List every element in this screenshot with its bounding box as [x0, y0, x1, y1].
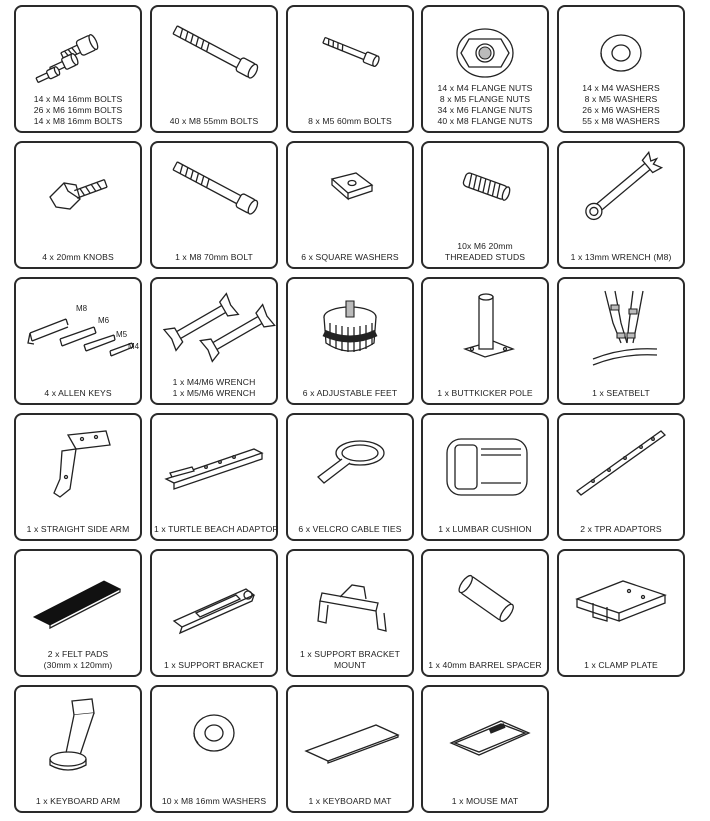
part-caption — [561, 524, 681, 535]
allen-key-size-label: M6 — [98, 316, 110, 325]
mouse-mat-icon — [427, 691, 543, 773]
adaptor-plate-icon — [156, 419, 272, 501]
caption-line: 40 x M8 FLANGE NUTS — [437, 116, 533, 126]
caption-line: 2 x TPR ADAPTORS — [580, 524, 662, 534]
barrel-spacer-icon — [427, 555, 543, 637]
part-card — [150, 685, 278, 813]
caption-line: 26 x M6 16mm BOLTS — [33, 105, 123, 115]
caption-line: 40 x M8 55mm BOLTS — [169, 116, 259, 126]
part-caption — [154, 524, 279, 535]
caption-line: 1 x SUPPORT BRACKET — [300, 649, 400, 659]
caption-line: 1 x BUTTKICKER POLE — [437, 388, 533, 398]
caption-line: 8 x M5 WASHERS — [584, 94, 658, 104]
tpr-adaptor-icon — [563, 419, 679, 501]
part-card — [14, 5, 142, 133]
part-caption — [18, 524, 138, 535]
caption-line: 1 x LUMBAR CUSHION — [438, 524, 532, 534]
caption-line: 14 x M8 16mm BOLTS — [33, 116, 123, 126]
part-card — [557, 413, 685, 541]
part-caption — [425, 660, 545, 671]
part-card — [286, 685, 414, 813]
long-bolt-icon — [156, 11, 272, 93]
caption-line: 55 x M8 WASHERS — [582, 116, 660, 126]
caption-line: 1 x SUPPORT BRACKET — [164, 660, 264, 670]
part-caption — [18, 796, 138, 807]
part-caption — [18, 252, 138, 263]
caption-line: 1 x M4/M6 WRENCH — [172, 377, 256, 387]
part-caption — [18, 388, 138, 399]
part-caption — [425, 524, 545, 535]
part-caption — [154, 116, 274, 127]
part-caption — [561, 388, 681, 399]
caption-line: 4 x 20mm KNOBS — [42, 252, 114, 262]
part-card — [14, 413, 142, 541]
keyboard-mat-icon — [292, 691, 408, 773]
caption-line: 10x M6 20mm — [457, 241, 513, 251]
velcro-tie-icon — [292, 419, 408, 501]
cushion-icon — [427, 419, 543, 501]
part-card — [150, 5, 278, 133]
allen-keys-icon — [20, 283, 140, 365]
support-bracket-icon — [156, 555, 272, 637]
double-wrench-icon — [156, 283, 272, 365]
caption-line: 1 x 40mm BARREL SPACER — [428, 660, 542, 670]
bracket-mount-icon — [292, 555, 408, 637]
part-card — [150, 141, 278, 269]
caption-line: 14 x M4 WASHERS — [582, 83, 660, 93]
part-card — [421, 549, 549, 677]
seatbelt-icon — [563, 283, 679, 365]
part-caption — [290, 116, 410, 127]
caption-line: MOUNT — [333, 660, 366, 670]
pole-icon — [427, 283, 543, 365]
clamp-plate-icon — [563, 555, 679, 637]
caption-line: 8 x M5 60mm BOLTS — [308, 116, 392, 126]
part-caption — [561, 252, 681, 263]
caption-line: 6 x VELCRO CABLE TIES — [298, 524, 402, 534]
caption-line: 1 x KEYBOARD ARM — [35, 796, 121, 806]
part-card — [286, 413, 414, 541]
part-caption — [154, 796, 274, 807]
part-card — [150, 277, 278, 405]
part-card — [421, 277, 549, 405]
allen-key-size-label: M8 — [76, 304, 88, 313]
part-caption — [154, 252, 274, 263]
caption-line: 1 x STRAIGHT SIDE ARM — [26, 524, 130, 534]
caption-line: 2 x FELT PADS — [47, 649, 109, 659]
part-card — [421, 685, 549, 813]
caption-line: 14 x M4 FLANGE NUTS — [437, 83, 533, 93]
square-washer-icon — [292, 147, 408, 229]
caption-line: 1 x MOUSE MAT — [451, 796, 519, 806]
part-caption — [290, 524, 410, 535]
part-card — [557, 277, 685, 405]
part-caption — [290, 649, 410, 671]
part-caption — [425, 796, 545, 807]
caption-line: 4 x ALLEN KEYS — [44, 388, 112, 398]
wrench-icon — [563, 147, 679, 229]
part-card — [14, 141, 142, 269]
part-caption — [425, 241, 545, 263]
part-card — [286, 277, 414, 405]
side-arm-icon — [20, 419, 136, 501]
part-caption — [561, 660, 681, 671]
caption-line: 1 x CLAMP PLATE — [584, 660, 658, 670]
caption-line: 1 x M5/M6 WRENCH — [172, 388, 256, 398]
bolt-icon — [292, 11, 408, 93]
part-card — [557, 141, 685, 269]
bolts-icon — [20, 11, 136, 93]
adjustable-foot-icon — [292, 283, 408, 365]
caption-line: (30mm x 120mm) — [43, 660, 113, 670]
part-card — [557, 549, 685, 677]
caption-line: 1 x M8 70mm BOLT — [175, 252, 253, 262]
part-caption — [154, 377, 274, 399]
part-caption — [290, 796, 410, 807]
caption-line: 1 x 13mm WRENCH (M8) — [570, 252, 672, 262]
flange-nut-icon — [427, 11, 543, 93]
caption-line: 26 x M6 WASHERS — [582, 105, 660, 115]
caption-line: 6 x SQUARE WASHERS — [301, 252, 399, 262]
knob-icon — [20, 147, 136, 229]
washer-icon — [563, 11, 679, 93]
part-caption — [561, 83, 681, 127]
part-card — [14, 549, 142, 677]
part-card — [421, 413, 549, 541]
caption-line: 34 x M6 FLANGE NUTS — [437, 105, 533, 115]
part-card — [421, 141, 549, 269]
allen-key-size-label: M4 — [128, 342, 140, 351]
caption-line: 1 x TURTLE BEACH ADAPTOR — [154, 524, 279, 534]
caption-line: 8 x M5 FLANGE NUTS — [439, 94, 531, 104]
part-card — [150, 413, 278, 541]
part-caption — [290, 252, 410, 263]
caption-line: THREADED STUDS — [444, 252, 526, 262]
part-card — [150, 549, 278, 677]
part-caption — [18, 94, 138, 127]
threaded-stud-icon — [427, 147, 543, 229]
caption-line: 1 x SEATBELT — [592, 388, 650, 398]
part-card — [557, 5, 685, 133]
part-card — [286, 5, 414, 133]
part-card — [421, 5, 549, 133]
part-caption — [425, 83, 545, 127]
part-card — [14, 277, 142, 405]
caption-line: 10 x M8 16mm WASHERS — [161, 796, 267, 806]
keyboard-arm-icon — [20, 691, 136, 773]
part-caption — [425, 388, 545, 399]
caption-line: 6 x ADJUSTABLE FEET — [302, 388, 398, 398]
caption-line: 1 x KEYBOARD MAT — [308, 796, 392, 806]
washer-icon — [156, 691, 272, 773]
felt-pad-icon — [20, 555, 136, 637]
part-caption — [18, 649, 138, 671]
part-card — [286, 141, 414, 269]
part-card — [286, 549, 414, 677]
part-caption — [290, 388, 410, 399]
part-card — [14, 685, 142, 813]
allen-key-size-label: M5 — [116, 330, 128, 339]
part-caption — [154, 660, 274, 671]
long-bolt-icon — [156, 147, 272, 229]
caption-line: 14 x M4 16mm BOLTS — [33, 94, 123, 104]
